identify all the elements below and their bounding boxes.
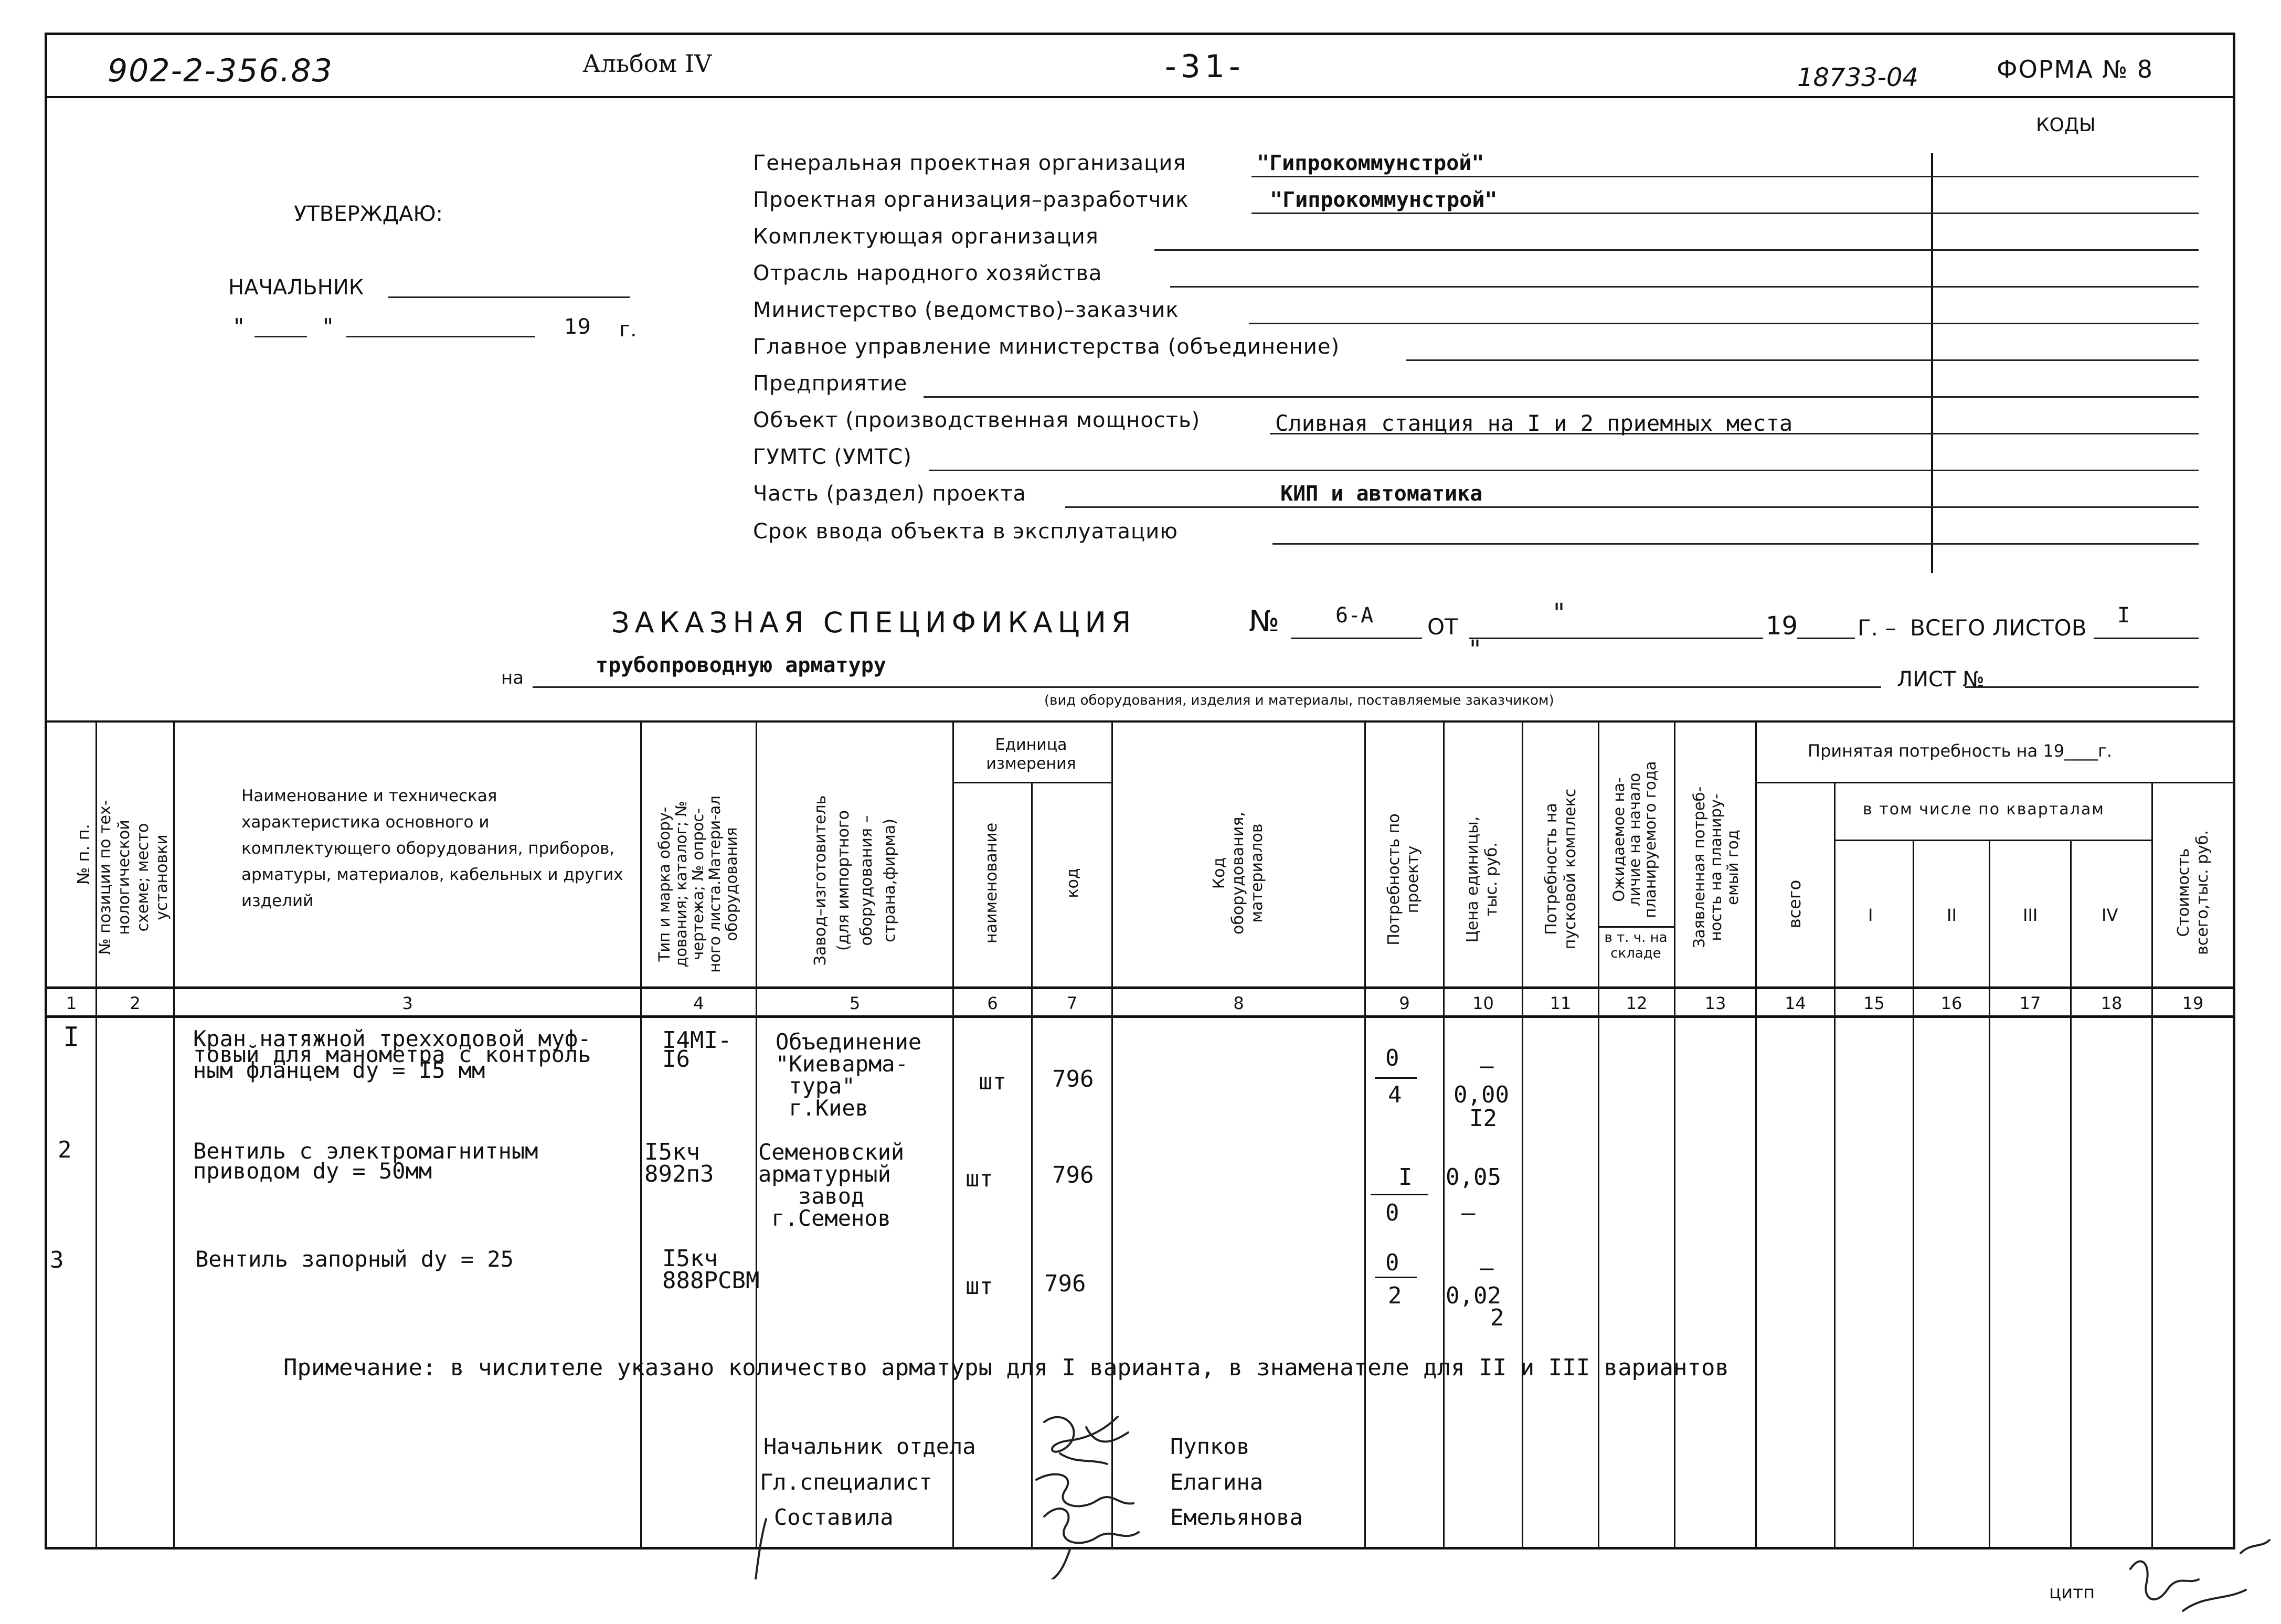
col-line-18 bbox=[2151, 782, 2153, 1548]
row-3-need-top: 0 bbox=[1385, 1249, 1399, 1276]
row-3-type: I5кч 888РСВМ bbox=[662, 1245, 760, 1294]
row-1-need-top: 0 bbox=[1385, 1045, 1399, 1071]
col-line-14 bbox=[1834, 782, 1836, 1548]
spec-date-line bbox=[1469, 638, 1763, 639]
col-header-2: № позиции по тех-нологической схеме; место установки bbox=[96, 800, 171, 955]
note-text: Примечание: в числителе указано количество арматуры для I варианта, в знаменателе для II и III вариантов bbox=[283, 1354, 1729, 1381]
col-header-q1: I bbox=[1868, 905, 1873, 925]
row-1-price-bottom: I2 bbox=[1469, 1105, 1497, 1132]
row-2-price: – bbox=[1461, 1200, 1476, 1226]
col-header-11: Потребность на пусковой комплекс bbox=[1542, 788, 1579, 950]
col-number-10: 10 bbox=[1472, 993, 1494, 1013]
col-header-9: Потребность по проекту bbox=[1385, 813, 1422, 946]
spec-number-line bbox=[1291, 638, 1422, 639]
col-header-13: Заявленная потреб-ность на планиру-емый год bbox=[1690, 787, 1742, 948]
chief-signature-line bbox=[388, 296, 630, 298]
date-year-prefix: 19 bbox=[564, 315, 591, 339]
row-3-need-fraction bbox=[1375, 1277, 1417, 1278]
row-2-maker: Семеновский арматурный завод г.Семенов bbox=[758, 1139, 905, 1231]
row-1-price-top: – bbox=[1480, 1053, 1494, 1079]
field-industry-label: Отрасль народного хозяйства bbox=[753, 261, 1102, 285]
col-number-13: 13 bbox=[1704, 993, 1726, 1013]
col-header-q2: II bbox=[1947, 905, 1957, 925]
field-ministry-label: Министерство (ведомство)–заказчик bbox=[753, 298, 1179, 322]
field-main-dept-line bbox=[1406, 359, 2199, 361]
field-main-dept-label: Главное управление министерства (объединение) bbox=[753, 335, 1340, 359]
field-design-org-line bbox=[1251, 213, 2199, 214]
row-2-need-fraction bbox=[1371, 1194, 1428, 1195]
field-enterprise-line bbox=[924, 396, 2199, 398]
field-object-value: Сливная станция на I и 2 приемных места bbox=[1275, 410, 1793, 436]
col-number-4: 4 bbox=[693, 993, 704, 1013]
col-number-15: 15 bbox=[1863, 993, 1885, 1013]
col-header-6: наименование bbox=[982, 822, 1001, 943]
row-3-price: 0,02 bbox=[1446, 1282, 1501, 1309]
field-gumts-line bbox=[929, 470, 2199, 471]
field-part-label: Часть (раздел) проекта bbox=[753, 482, 1027, 506]
chief-label: НАЧАЛЬНИК bbox=[228, 275, 364, 300]
col-number-1: 1 bbox=[66, 993, 77, 1013]
col-line-15 bbox=[1913, 840, 1914, 1548]
col-header-7: код bbox=[1064, 868, 1082, 898]
row-2-need-bottom: 0 bbox=[1385, 1200, 1399, 1226]
handwritten-signatures bbox=[750, 1391, 1181, 1579]
row-2-number: 2 bbox=[58, 1137, 72, 1163]
field-industry-line bbox=[1170, 286, 2199, 288]
approve-label: УТВЕРЖДАЮ: bbox=[294, 202, 443, 226]
bottom-right-signature bbox=[2120, 1532, 2277, 1621]
album-label: Альбом IV bbox=[582, 49, 712, 78]
spec-title: ЗАКАЗНАЯ СПЕЦИФИКАЦИЯ bbox=[611, 606, 1137, 639]
row-3-number: 3 bbox=[50, 1247, 64, 1273]
unit-group-line bbox=[952, 782, 1111, 783]
col-line-10 bbox=[1522, 720, 1523, 1548]
row-2-price-top: 0,05 bbox=[1446, 1164, 1501, 1191]
frame-right bbox=[2233, 33, 2235, 1549]
spec-total-sheets-label: ВСЕГО ЛИСТОВ bbox=[1910, 615, 2087, 641]
frame-top bbox=[45, 33, 2235, 35]
spec-subject-caption: (вид оборудования, изделия и материалы, поставляемые заказчиком) bbox=[1044, 693, 1554, 708]
field-gumts-label: ГУМТС (УМТС) bbox=[753, 445, 912, 469]
col-header-8: Код оборудования, материалов bbox=[1210, 812, 1266, 935]
col-header-3: Наименование и техническая характеристика основного и комплектующего оборудования, приборов, арматуры, материалов, кабельных и других изделий bbox=[241, 787, 623, 910]
signature-role-1: Начальник отдела bbox=[763, 1434, 976, 1459]
col-header-12b: в т. ч. на складе bbox=[1604, 930, 1668, 961]
col-header-5: Завод–изготовитель (для импортного оборудования –страна,фирма) bbox=[811, 795, 899, 966]
table-colnum-top bbox=[45, 986, 2235, 989]
col-line-9 bbox=[1443, 720, 1445, 1548]
row-1-name: Кран натяжной трехходовой муф- товый для манометра с контроль ным фланцем dy = I5 мм bbox=[193, 1026, 591, 1083]
table-colnum-bottom bbox=[45, 1015, 2235, 1018]
col-header-quarters: в том числе по кварталам bbox=[1863, 800, 2105, 819]
col-header-14: всего bbox=[1785, 879, 1805, 929]
col-number-5: 5 bbox=[849, 993, 861, 1013]
date-quote-close: " bbox=[323, 314, 334, 341]
field-ministry-line bbox=[1249, 323, 2199, 324]
col-header-accepted: Принятая потребность на 19____г. bbox=[1808, 741, 2113, 761]
spec-year-line bbox=[1797, 638, 1855, 639]
row-3-code: 796 bbox=[1044, 1270, 1086, 1297]
col-number-8: 8 bbox=[1233, 993, 1244, 1013]
col-number-14: 14 bbox=[1785, 993, 1806, 1013]
row-3-unit: шт bbox=[966, 1273, 993, 1300]
quarters-group-line bbox=[1834, 840, 2151, 841]
col-number-7: 7 bbox=[1066, 993, 1078, 1013]
spec-subject: трубопроводную арматуру bbox=[596, 653, 886, 677]
field-design-org-label: Проектная организация–разработчик bbox=[753, 188, 1189, 212]
row-1-type: I4MI- I6 bbox=[662, 1027, 732, 1073]
field-general-org-line bbox=[1251, 176, 2199, 177]
spec-year: 19 bbox=[1766, 611, 1798, 641]
row-1-price: 0,00 bbox=[1454, 1081, 1509, 1108]
page-number: -31- bbox=[1165, 48, 1245, 85]
date-day-line bbox=[254, 336, 307, 337]
frame-left bbox=[45, 33, 47, 1549]
row-1-unit: шт bbox=[979, 1068, 1006, 1095]
spec-total-sheets-line bbox=[2094, 638, 2199, 639]
col-number-12: 12 bbox=[1626, 993, 1648, 1013]
col-line-11 bbox=[1598, 720, 1599, 1548]
col-header-unit: Единица измерения bbox=[986, 736, 1076, 773]
date-quote-open: " bbox=[234, 314, 245, 341]
col-number-11: 11 bbox=[1550, 993, 1572, 1013]
row-3-name: Вентиль запорный dy = 25 bbox=[195, 1246, 514, 1272]
warehouse-line bbox=[1598, 926, 1674, 928]
col-number-17: 17 bbox=[2019, 993, 2041, 1013]
row-1-need-fraction bbox=[1375, 1077, 1417, 1079]
row-3-need-bottom: 2 bbox=[1388, 1282, 1402, 1309]
row-2-unit: шт bbox=[966, 1165, 993, 1192]
field-enterprise-label: Предприятие bbox=[753, 371, 908, 396]
header-divider bbox=[45, 96, 2235, 98]
spec-number-label: № bbox=[1249, 604, 1280, 639]
spec-from-label: ОТ bbox=[1427, 614, 1458, 640]
spec-year-suffix: Г. – bbox=[1858, 615, 1896, 641]
date-month-line bbox=[346, 336, 535, 337]
col-line-12 bbox=[1674, 720, 1675, 1548]
doc-code: 902-2-356.83 bbox=[108, 52, 333, 89]
col-number-19: 19 bbox=[2182, 993, 2204, 1013]
row-2-code: 796 bbox=[1052, 1162, 1094, 1188]
signature-name-1: Пупков bbox=[1170, 1434, 1250, 1459]
col-number-6: 6 bbox=[987, 993, 998, 1013]
row-3-price-bottom: 2 bbox=[1490, 1304, 1504, 1331]
col-number-18: 18 bbox=[2100, 993, 2123, 1013]
date-year-suffix: г. bbox=[619, 317, 637, 342]
col-header-4: Тип и марка обору-дования; каталог; № чертежа; № опрос-ного листа.Матери-ал оборудования bbox=[655, 795, 740, 973]
col-header-1: № п. п. bbox=[73, 824, 93, 885]
row-1-need-bottom: 4 bbox=[1388, 1081, 1402, 1108]
row-2-name: Вентиль с электромагнитным приводом dy = 50мм bbox=[193, 1138, 538, 1184]
col-number-16: 16 bbox=[1940, 993, 1962, 1013]
col-line-13 bbox=[1755, 720, 1757, 1548]
col-header-q3: III bbox=[2023, 905, 2038, 925]
signature-name-2: Елагина bbox=[1170, 1469, 1264, 1495]
spec-sheet-label: ЛИСТ № bbox=[1897, 667, 1985, 692]
row-2-type: I5кч 892п3 bbox=[644, 1139, 714, 1187]
table-top bbox=[45, 720, 2235, 723]
row-1-code: 796 bbox=[1052, 1066, 1094, 1092]
accepted-group-line bbox=[1755, 782, 2235, 783]
field-supply-org-line bbox=[1154, 249, 2199, 251]
col-header-12: Ожидаемое на-личие на начало планируемого года bbox=[1610, 761, 1659, 918]
col-header-19: Стоимость всего,тыс. руб. bbox=[2174, 830, 2212, 955]
spec-quote-close: " bbox=[1469, 635, 1481, 664]
col-header-q4: IV bbox=[2102, 905, 2118, 925]
field-part-value: КИП и автоматика bbox=[1280, 482, 1483, 506]
col-line-2 bbox=[173, 720, 175, 1548]
codes-label: КОДЫ bbox=[2036, 114, 2096, 136]
spec-on-label: на bbox=[501, 667, 524, 688]
col-line-3 bbox=[640, 720, 642, 1548]
spec-total-sheets: I bbox=[2117, 603, 2130, 628]
field-general-org-label: Генеральная проектная организация bbox=[753, 151, 1186, 175]
spec-subject-line bbox=[533, 686, 1881, 688]
signature-role-2: Гл.специалист bbox=[760, 1469, 932, 1495]
col-number-9: 9 bbox=[1399, 993, 1410, 1013]
spec-number: 6-А bbox=[1335, 603, 1374, 628]
spec-quote-open: " bbox=[1553, 598, 1565, 628]
row-1-number: I bbox=[63, 1022, 80, 1053]
field-object-label: Объект (производственная мощность) bbox=[753, 408, 1201, 432]
col-header-10: Цена единицы, тыс. руб. bbox=[1463, 816, 1501, 943]
col-number-3: 3 bbox=[402, 993, 413, 1013]
col-line-17 bbox=[2070, 840, 2072, 1548]
signature-name-3: Емельянова bbox=[1170, 1504, 1303, 1530]
field-deadline-label: Срок ввода объекта в эксплуатацию bbox=[753, 519, 1178, 544]
field-design-org-value: "Гипрокоммунстрой" bbox=[1270, 188, 1498, 212]
inventory-number: 18733-04 bbox=[1797, 63, 1919, 92]
field-part-line bbox=[1065, 506, 2199, 508]
row-1-maker: Объединение "Киевармa- тура" г.Киев bbox=[776, 1029, 922, 1121]
footer-stamp: цитп bbox=[2049, 1582, 2095, 1603]
col-number-2: 2 bbox=[130, 993, 141, 1013]
row-2-need-top: I bbox=[1398, 1164, 1413, 1191]
spec-sheet-line bbox=[1965, 686, 2199, 688]
row-3-price-top: – bbox=[1480, 1255, 1494, 1281]
field-deadline-line bbox=[1272, 543, 2199, 545]
col-line-16 bbox=[1989, 840, 1990, 1548]
field-general-org-value: "Гипрокоммунстрой" bbox=[1257, 151, 1484, 175]
col-line-8 bbox=[1364, 720, 1366, 1548]
form-label: ФОРМА № 8 bbox=[1997, 55, 2154, 83]
field-supply-org-label: Комплектующая организация bbox=[753, 225, 1099, 249]
signature-role-3: Составила bbox=[774, 1504, 894, 1530]
codes-column-divider bbox=[1931, 153, 1933, 573]
